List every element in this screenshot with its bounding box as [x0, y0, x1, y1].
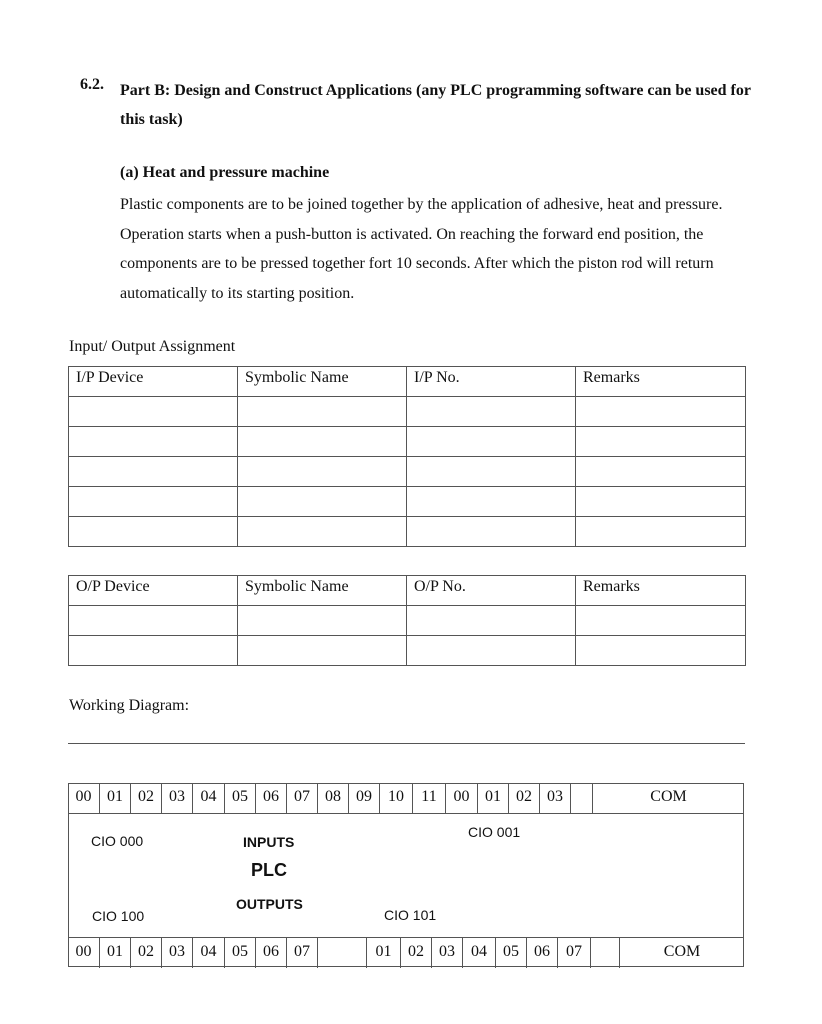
working-diagram-label: Working Diagram:	[69, 697, 190, 714]
table-row	[69, 397, 746, 427]
answer-line	[68, 743, 745, 744]
inputs-label: INPUTS	[243, 834, 295, 850]
header-symbolic-name: Symbolic Name	[238, 576, 407, 606]
table-cell[interactable]	[69, 517, 238, 547]
table-cell[interactable]	[238, 517, 407, 547]
output-terminal: 06	[527, 938, 558, 968]
input-terminal: 04	[193, 783, 225, 813]
header-ip-no: I/P No.	[407, 367, 576, 397]
cio-001-label: CIO 001	[468, 824, 521, 840]
io-assignment-label: Input/ Output Assignment	[69, 338, 236, 355]
table-cell[interactable]	[576, 487, 746, 517]
table-cell[interactable]	[238, 457, 407, 487]
output-terminal: 07	[287, 938, 318, 968]
input-terminal: 03	[162, 783, 193, 813]
output-terminal: 02	[131, 938, 162, 968]
table-cell[interactable]	[576, 457, 746, 487]
table-cell[interactable]	[69, 457, 238, 487]
table-cell[interactable]	[407, 487, 576, 517]
input-spacer	[571, 783, 593, 813]
table-cell[interactable]	[407, 517, 576, 547]
table-cell[interactable]	[576, 427, 746, 457]
table-cell[interactable]	[69, 636, 238, 666]
table-cell[interactable]	[576, 606, 746, 636]
output-terminal: 04	[463, 938, 496, 968]
table-header-row	[69, 576, 746, 606]
table-header-row	[69, 367, 746, 397]
table-cell[interactable]	[69, 427, 238, 457]
table-cell[interactable]	[238, 487, 407, 517]
table-cell[interactable]	[407, 427, 576, 457]
table-row	[69, 636, 746, 666]
table-cell[interactable]	[407, 636, 576, 666]
header-symbolic-name: Symbolic Name	[238, 367, 407, 397]
cio-101-label: CIO 101	[384, 907, 437, 923]
input-terminal: 11	[413, 783, 446, 813]
table-cell[interactable]	[238, 636, 407, 666]
input-terminal: 07	[287, 783, 318, 813]
input-terminal: 02	[509, 783, 540, 813]
table-cell[interactable]	[407, 457, 576, 487]
task-description: Plastic components are to be joined together by the application of adhesive, heat and pressure. Operation starts when a push-button is activated. On reaching the forward end position, the components are to be pressed together fort 10 seconds. After which the piston rod will return automatically to its starting position.	[120, 196, 723, 302]
table-cell[interactable]	[238, 606, 407, 636]
header-remarks: Remarks	[576, 367, 746, 397]
table-cell[interactable]	[407, 606, 576, 636]
input-terminal-strip	[68, 783, 744, 814]
table-cell[interactable]	[69, 397, 238, 427]
cio-100-label: CIO 100	[92, 908, 145, 924]
table-cell[interactable]	[69, 606, 238, 636]
table-cell[interactable]	[238, 397, 407, 427]
input-terminal: 05	[225, 783, 256, 813]
output-terminal: 04	[193, 938, 225, 968]
header-remarks: Remarks	[576, 576, 746, 606]
header-ip-device: I/P Device	[69, 367, 238, 397]
table-cell[interactable]	[576, 397, 746, 427]
output-terminal: 05	[496, 938, 527, 968]
table-row	[69, 457, 746, 487]
input-terminal: 01	[478, 783, 509, 813]
table-cell[interactable]	[69, 487, 238, 517]
task-subtitle: (a) Heat and pressure machine	[120, 164, 330, 181]
input-terminal: 02	[131, 783, 162, 813]
output-terminal-strip	[68, 937, 744, 968]
output-terminal: 05	[225, 938, 256, 968]
section-number: 6.2.	[80, 76, 104, 93]
output-terminal: 00	[68, 938, 100, 968]
table-cell[interactable]	[576, 636, 746, 666]
table-cell[interactable]	[407, 397, 576, 427]
output-spacer	[318, 938, 367, 968]
input-terminal: 01	[100, 783, 131, 813]
output-terminal: 02	[401, 938, 432, 968]
input-terminal: 09	[349, 783, 380, 813]
output-terminal: 01	[100, 938, 131, 968]
input-terminal: 00	[446, 783, 478, 813]
input-terminal: 03	[540, 783, 571, 813]
output-assignment-table	[68, 575, 746, 666]
input-terminal: 10	[380, 783, 413, 813]
header-op-no: O/P No.	[407, 576, 576, 606]
table-cell[interactable]	[238, 427, 407, 457]
input-assignment-table	[68, 366, 746, 547]
header-op-device: O/P Device	[69, 576, 238, 606]
output-terminal: 06	[256, 938, 287, 968]
outputs-label: OUTPUTS	[236, 896, 303, 912]
table-row	[69, 427, 746, 457]
cio-000-label: CIO 000	[91, 833, 144, 849]
table-cell[interactable]	[576, 517, 746, 547]
section-title: Part B: Design and Construct Applications (any PLC programming software can be used for this task)	[120, 82, 751, 128]
output-terminal: 03	[162, 938, 193, 968]
input-terminal: COM	[650, 788, 687, 805]
table-row	[69, 487, 746, 517]
output-terminal: 03	[432, 938, 463, 968]
output-spacer	[591, 938, 620, 968]
output-terminal: COM	[663, 943, 701, 960]
table-row	[69, 606, 746, 636]
output-terminal: 07	[558, 938, 591, 968]
input-terminal: 00	[68, 783, 100, 813]
plc-label: PLC	[251, 860, 287, 880]
input-terminal: 06	[256, 783, 287, 813]
input-terminal: 08	[318, 783, 349, 813]
table-row	[69, 517, 746, 547]
output-terminal: 01	[367, 938, 401, 968]
